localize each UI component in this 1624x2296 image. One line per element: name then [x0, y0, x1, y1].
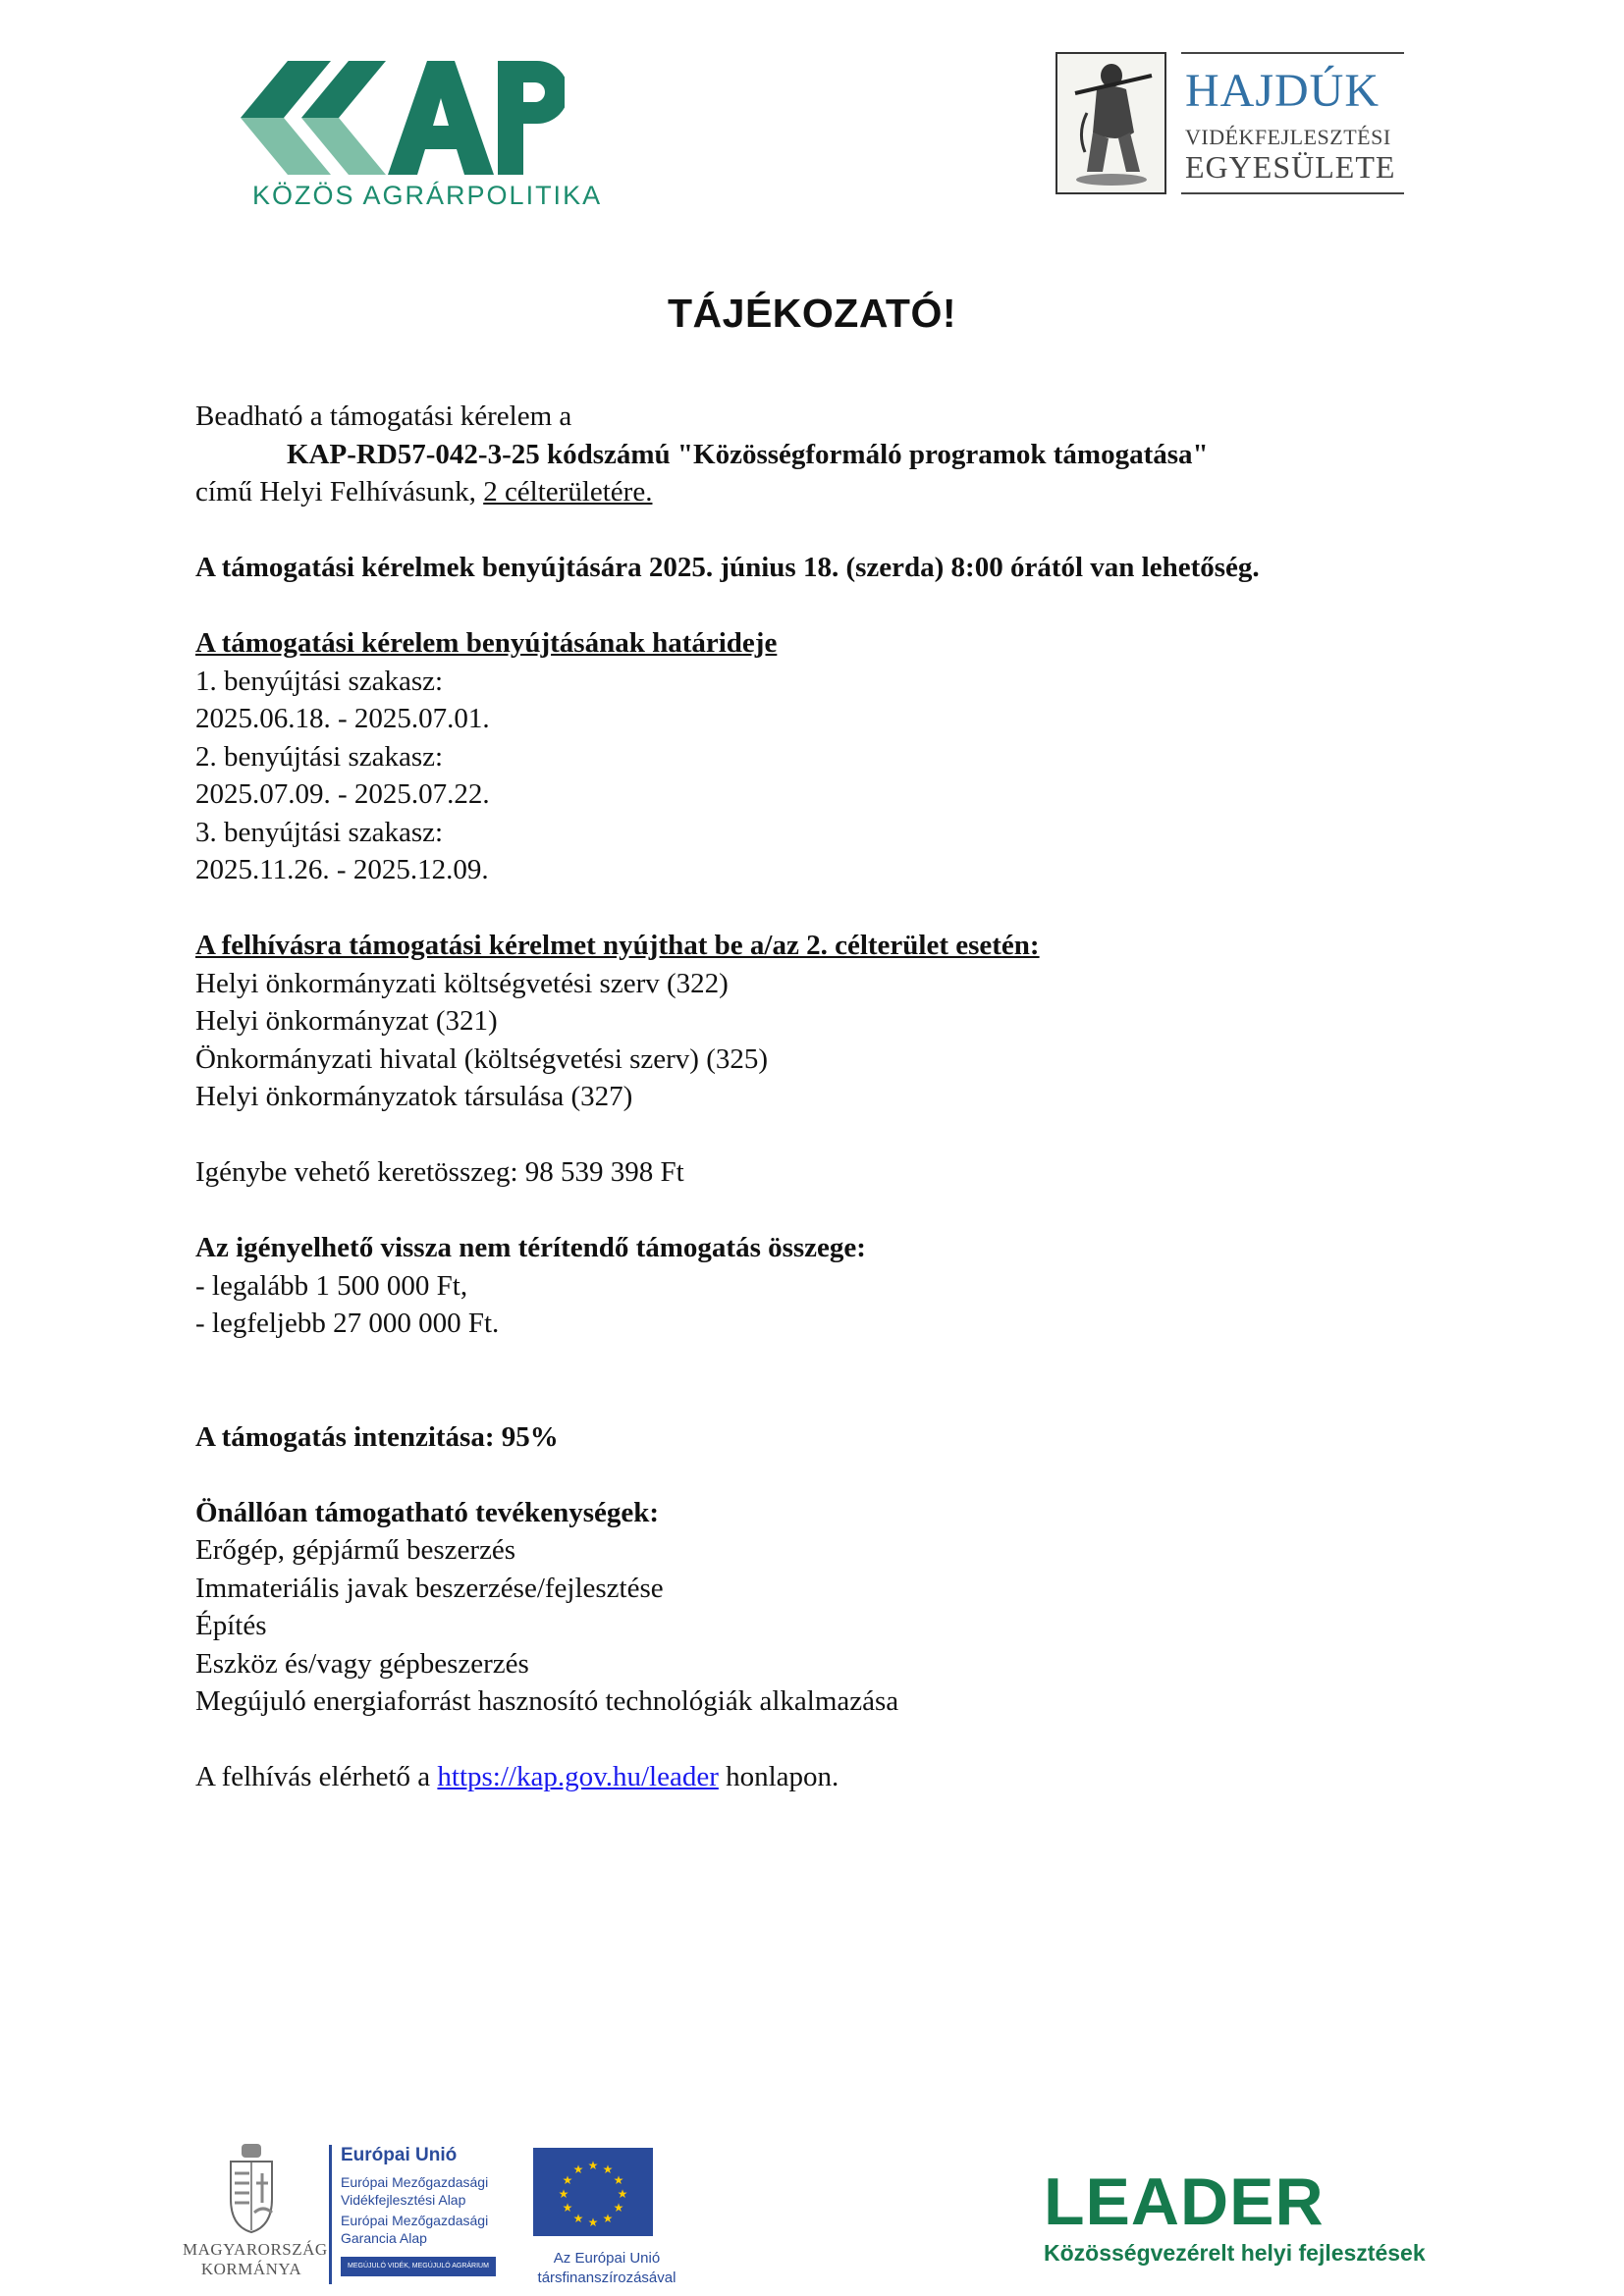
availability-suffix: honlapon.: [718, 1761, 839, 1792]
document-body: [195, 398, 1472, 1796]
amount-max: - legfeljebb 27 000 000 Ft.: [195, 1308, 500, 1339]
amount-heading-text: Az igényelhető vissza nem térítendő támogatás összege:: [195, 1232, 866, 1263]
svg-text:★: ★: [613, 2201, 624, 2215]
deadlines-heading: [195, 624, 1472, 663]
warrior-figure-icon: [1057, 54, 1164, 192]
applicant-item: Helyi önkormányzat (321): [195, 1005, 498, 1037]
svg-text:★: ★: [602, 2163, 614, 2176]
eu-funds-line4: Garancia Alap: [341, 2230, 427, 2246]
eu-flag-caption2: társfinanszírozásával: [537, 2269, 677, 2286]
intro-line1: Beadható a támogatási kérelem a: [195, 400, 572, 432]
activity-item: Építés: [195, 1610, 267, 1641]
kap-logo: [241, 57, 603, 219]
hajduk-logo-line3: EGYESÜLETE: [1185, 149, 1396, 185]
svg-text:★: ★: [613, 2173, 624, 2187]
activity-item: Erőgép, gépjármű beszerzés: [195, 1534, 516, 1566]
intro-line3-prefix: című Helyi Felhívásunk,: [195, 476, 484, 507]
eu-funds-band: MEGÚJULÓ VIDÉK, MEGÚJULÓ AGRÁRIUM: [341, 2257, 496, 2276]
deadlines-heading-text: A támogatási kérelem benyújtásának határideje: [195, 627, 778, 659]
intensity-line: [195, 1418, 1472, 1457]
deadline-line: 1. benyújtási szakasz:: [195, 665, 444, 697]
svg-text:★: ★: [572, 2163, 584, 2176]
amount-heading: [195, 1229, 1472, 1267]
activity-item: Megújuló energiaforrást hasznosító technológiák alkalmazása: [195, 1685, 899, 1717]
applicant-item: Önkormányzati hivatal (költségvetési szerv) (325): [195, 1042, 769, 1075]
applicant-item: Helyi önkormányzati költségvetési szerv (322): [195, 967, 729, 999]
svg-text:★: ★: [572, 2212, 584, 2225]
svg-text:★: ★: [562, 2201, 573, 2215]
svg-text:★: ★: [587, 2216, 599, 2229]
activities-heading: [195, 1494, 1472, 1532]
hajduk-logo: [1056, 52, 1404, 196]
deadline-line: 2025.07.09. - 2025.07.22.: [195, 778, 490, 810]
activity-item: Immateriális javak beszerzése/fejlesztése: [195, 1572, 664, 1604]
hajduk-logo-line2: VIDÉKFEJLESZTÉSI: [1185, 125, 1391, 149]
applicant-item: Helyi önkormányzatok társulása (327): [195, 1081, 633, 1112]
deadline-line: 3. benyújtási szakasz:: [195, 816, 444, 848]
kap-logo-mark: [241, 57, 565, 180]
eu-funds-line1: Európai Mezőgazdasági: [341, 2174, 489, 2190]
mk-logo-line2: KORMÁNYA: [200, 2260, 302, 2278]
intro-line3: [195, 473, 1472, 511]
deadline-line: 2. benyújtási szakasz:: [195, 740, 444, 773]
start-notice: [195, 549, 1472, 587]
activities-heading-text: Önállóan támogatható tevékenységek:: [195, 1496, 660, 1528]
svg-text:★: ★: [587, 2159, 599, 2172]
availability-line: [195, 1758, 1472, 1796]
availability-prefix: A felhívás elérhető a: [195, 1761, 438, 1792]
svg-text:★: ★: [558, 2187, 569, 2201]
eu-funds-title: Európai Unió: [341, 2145, 458, 2165]
activity-item: Eszköz és/vagy gépbeszerzés: [195, 1647, 529, 1680]
kap-logo-subtitle: KÖZÖS AGRÁRPOLITIKA: [252, 181, 603, 210]
eu-funds-line3: Európai Mezőgazdasági: [341, 2213, 489, 2228]
budget-line: Igénybe vehető keretösszeg: 98 539 398 Ft: [195, 1156, 684, 1188]
hajduk-logo-title: HAJDÚK: [1185, 65, 1380, 117]
eu-flag-logo: [533, 2148, 680, 2290]
amount-min: - legalább 1 500 000 Ft,: [195, 1269, 468, 1302]
eu-flag-icon: [533, 2148, 653, 2236]
intro-line2: [195, 436, 1472, 474]
svg-text:★: ★: [602, 2212, 614, 2225]
deadline-line: 2025.06.18. - 2025.07.01.: [195, 703, 490, 734]
eu-funds-line2: Vidékfejlesztési Alap: [341, 2192, 466, 2208]
hajduk-figure-image: [1056, 52, 1166, 194]
mk-logo-line1: MAGYARORSZÁG: [183, 2240, 328, 2259]
leader-logo: [1044, 2164, 1436, 2268]
start-notice-text: A támogatási kérelmek benyújtására 2025. június 18. (szerda) 8:00 órától van lehetőség.: [195, 552, 1260, 583]
deadline-line: 2025.11.26. - 2025.12.09.: [195, 854, 489, 885]
svg-text:★: ★: [562, 2173, 573, 2187]
intensity-text: A támogatás intenzitása: 95%: [195, 1420, 559, 1453]
intro-line3-target-areas: 2 célterületére.: [483, 476, 653, 507]
call-code-title: KAP-RD57-042-3-25 kódszámú "Közösségformáló programok támogatása": [287, 438, 1209, 470]
applicants-heading: [195, 927, 1472, 965]
svg-text:★: ★: [617, 2187, 628, 2201]
leader-logo-title: LEADER: [1044, 2164, 1325, 2239]
leader-link[interactable]: https://kap.gov.hu/leader: [437, 1761, 719, 1792]
eu-flag-caption1: Az Európai Unió: [553, 2250, 661, 2267]
applicants-heading-text: A felhívásra támogatási kérelmet nyújthat be a/az 2. célterület esetén:: [195, 930, 1040, 961]
coat-of-arms-icon: [227, 2144, 276, 2234]
hajduk-logo-text: [1181, 52, 1404, 194]
leader-logo-subtitle: Közösségvezérelt helyi fejlesztések: [1044, 2240, 1426, 2266]
hungarian-government-logo: [183, 2144, 328, 2286]
eu-funds-label: [329, 2145, 504, 2284]
page-title: TÁJÉKOZATÓ!: [667, 291, 956, 336]
